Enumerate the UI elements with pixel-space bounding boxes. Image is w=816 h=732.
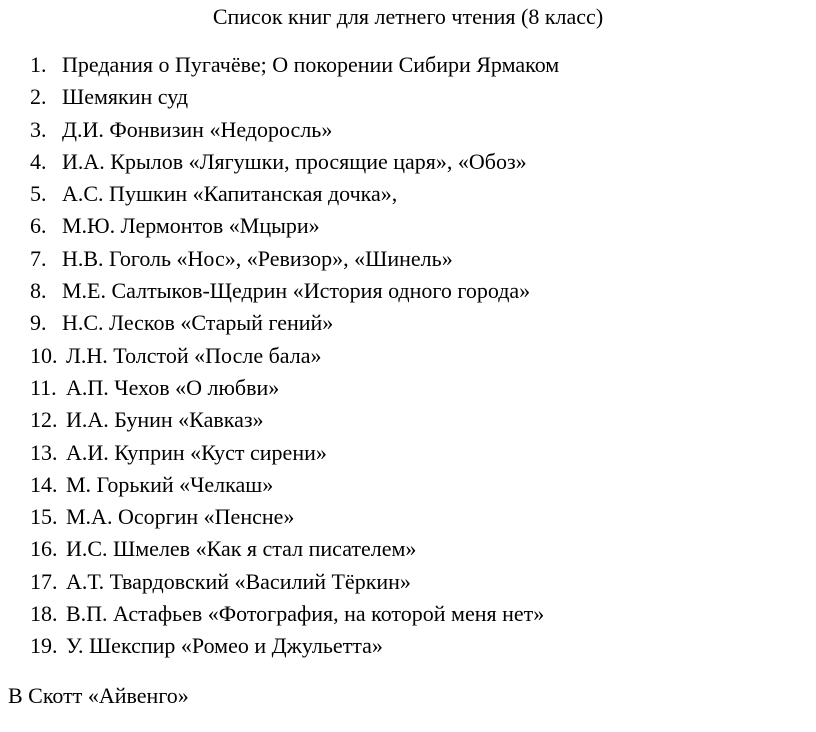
book-list-item (30, 469, 559, 501)
book-item-number: 5. (30, 181, 47, 207)
book-item-text: Д.И. Фонвизин «Недоросль» (62, 116, 333, 142)
book-list-item (30, 501, 559, 533)
book-item-text: И.А. Крылов «Лягушки, просящие царя», «Обоз» (62, 148, 527, 174)
book-list-item (30, 146, 559, 178)
book-item-number: 3. (30, 116, 47, 142)
book-item-text: Л.Н. Толстой «После бала» (66, 342, 322, 368)
book-item-number: 9. (30, 310, 47, 336)
book-item-number: 19. (30, 633, 58, 659)
book-list-item (30, 243, 559, 275)
book-item-number: 10. (30, 342, 58, 368)
book-item-number: 16. (30, 536, 58, 562)
book-item-number: 6. (30, 213, 47, 239)
extra-book-entry: В Скотт «Айвенго» (8, 683, 189, 708)
book-item-text: Шемякин суд (62, 84, 189, 110)
book-item-text: В.П. Астафьев «Фотография, на которой меня нет» (66, 601, 545, 627)
book-item-text: Предания о Пугачёве; О покорении Сибири Ярмаком (62, 52, 560, 77)
book-list-item (30, 566, 559, 598)
book-list-item (30, 275, 559, 307)
book-item-text: М.А. Осоргин «Пенсне» (66, 504, 295, 530)
document-title: Список книг для летнего чтения (8 класс) (212, 4, 604, 29)
book-item-number: 13. (30, 439, 58, 465)
book-item-number: 15. (30, 504, 58, 530)
book-list-item (30, 404, 559, 436)
book-item-text: А.И. Куприн «Куст сирени» (66, 439, 327, 465)
book-item-text: И.С. Шмелев «Как я стал писателем» (66, 536, 417, 562)
book-list-item (30, 533, 559, 565)
book-item-number: 2. (30, 84, 47, 110)
book-list-item (30, 210, 559, 242)
book-list-item (30, 81, 559, 113)
book-item-text: М. Горький «Челкаш» (66, 471, 274, 497)
book-item-number: 7. (30, 245, 47, 271)
book-list-item (30, 372, 559, 404)
book-item-text: А.С. Пушкин «Капитанская дочка», (62, 181, 398, 207)
book-item-text: М.Е. Салтыков-Щедрин «История одного города» (62, 278, 531, 304)
book-item-number: 17. (30, 568, 58, 594)
book-item-number: 18. (30, 601, 58, 627)
book-list-item (30, 340, 559, 372)
book-item-text: И.А. Бунин «Кавказ» (66, 407, 264, 433)
book-list-item (30, 49, 559, 81)
book-item-number: 12. (30, 407, 58, 433)
book-list-item (30, 437, 559, 469)
book-item-number: 11. (30, 374, 57, 400)
book-item-number: 14. (30, 471, 58, 497)
book-item-text: Н.С. Лесков «Старый гений» (62, 310, 334, 336)
book-item-text: А.П. Чехов «О любви» (66, 374, 280, 400)
book-list-item (30, 630, 559, 662)
book-item-text: М.Ю. Лермонтов «Мцыри» (62, 213, 320, 239)
book-item-text: Н.В. Гоголь «Нос», «Ревизор», «Шинель» (62, 245, 453, 271)
book-item-number: 1. (30, 52, 47, 77)
book-list-item (30, 598, 559, 630)
book-item-number: 8. (30, 278, 47, 304)
book-list (30, 49, 559, 663)
book-list-item (30, 307, 559, 339)
book-list-item (30, 114, 559, 146)
book-item-text: А.Т. Твардовский «Василий Тёркин» (66, 568, 411, 594)
book-list-item (30, 178, 559, 210)
book-item-number: 4. (30, 148, 47, 174)
book-item-text: У. Шекспир «Ромео и Джульетта» (66, 633, 383, 659)
